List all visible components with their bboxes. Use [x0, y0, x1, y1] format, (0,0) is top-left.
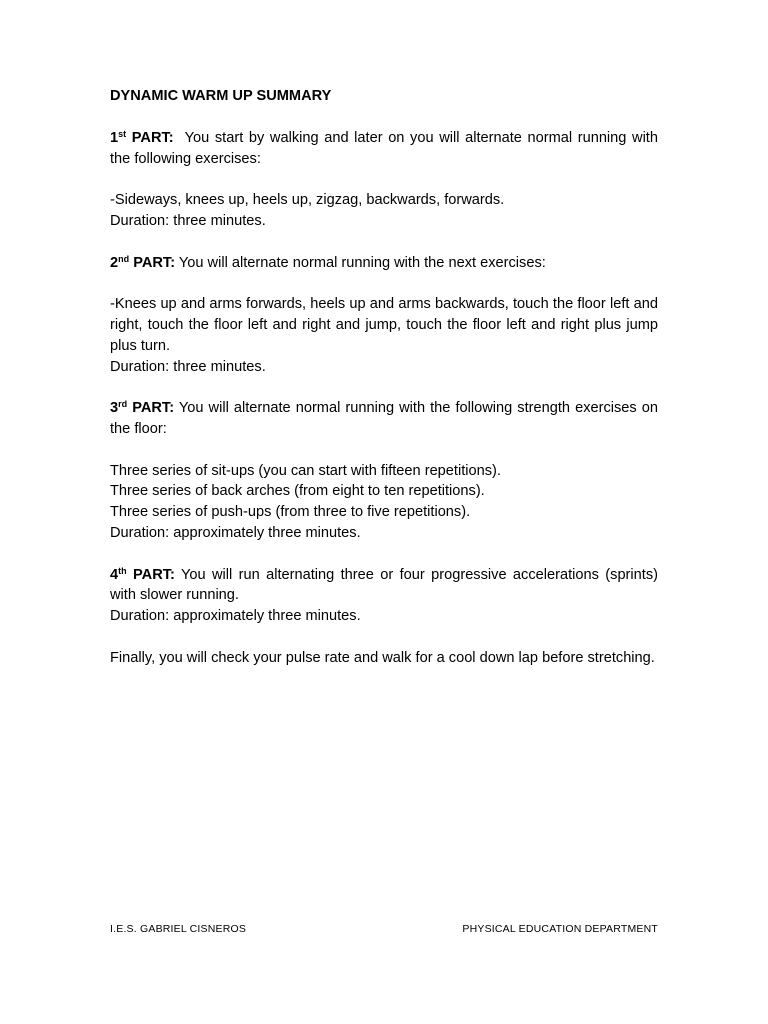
part-1-details [110, 190, 658, 232]
footer-school-name: I.E.S. GABRIEL CISNEROS [110, 923, 247, 935]
part-1-heading: 1st PART: [110, 128, 174, 146]
part-1-duration: Duration: three minutes. [110, 212, 266, 229]
part-3-exercise-item: Three series of back arches (from eight to ten repetitions). [110, 483, 485, 500]
part-1-intro-text: You start by walking and later on you will alternate normal running with the following exercises: [110, 129, 658, 167]
part-3-details [110, 461, 658, 544]
part-1-intro [110, 128, 658, 170]
part-4 [110, 565, 658, 627]
closing-paragraph: Finally, you will check your pulse rate and walk for a cool down lap before stretching. [110, 649, 655, 666]
part-3-exercise-item: Three series of sit-ups (you can start with fifteen repetitions). [110, 462, 501, 479]
part-4-duration: Duration: approximately three minutes. [110, 608, 361, 625]
part-1-exercise-list: -Sideways, knees up, heels up, zigzag, backwards, forwards. [110, 192, 505, 209]
document-body [110, 86, 658, 689]
part-3-duration: Duration: approximately three minutes. [110, 524, 361, 541]
part-2-intro-text: You will alternate normal running with the next exercises: [178, 254, 546, 271]
part-2-duration: Duration: three minutes. [110, 358, 266, 375]
part-3-heading: 3rd PART: [110, 399, 175, 417]
part-3-intro [110, 398, 658, 440]
part-2-intro [110, 253, 658, 274]
part-4-heading: 4th PART: [110, 565, 175, 583]
part-2-details [110, 294, 658, 377]
part-3-intro-text: You will alternate normal running with the following strength exercises on the floor: [110, 400, 659, 437]
document-title: DYNAMIC WARM UP SUMMARY [110, 88, 332, 104]
part-2-heading: 2nd PART: [110, 253, 176, 271]
part-3-exercise-item: Three series of push-ups (from three to five repetitions). [110, 504, 471, 521]
part-2-exercise-list: -Knees up and arms forwards, heels up and arms backwards, touch the floor left and right, touch the floor left and right and jump, touch the floor left and right plus jump plus turn. [110, 296, 658, 354]
part-4-intro-text: You will run alternating three or four progressive accelerations (sprints) with slower running. [110, 566, 658, 604]
footer-department-name: PHYSICAL EDUCATION DEPARTMENT [462, 923, 658, 935]
